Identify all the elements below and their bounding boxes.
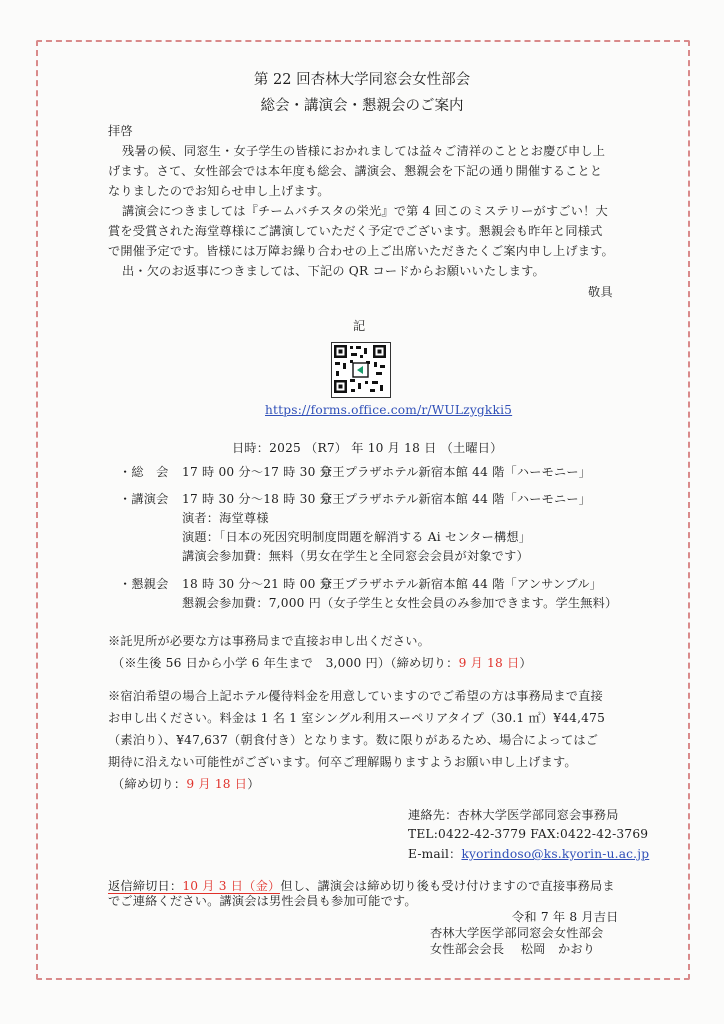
contact-label: 連絡先：杏林大学医学部同窓会事務局 bbox=[408, 808, 619, 822]
childcare-line-2: （※生後 56 日から小学 6 年生まで 3,000 円）（締め切り：9 月 18 日） bbox=[112, 656, 532, 670]
title-line-2: 総会・講演会・懇親会のご案内 bbox=[260, 98, 464, 114]
hotel-deadline: 9 月 18 日 bbox=[186, 777, 248, 791]
greeting: 拝啓 bbox=[108, 124, 133, 138]
hotel-line-3: （素泊り）、¥47,637（朝食付き）となります。数に限りがあるため、場合によってはご bbox=[108, 733, 599, 747]
reply-line-1: 返信締切日：10 月 3 日（金）但し、講演会は締め切り後も受け付けますので直接事務局ま bbox=[108, 879, 615, 893]
kouen-venue: 京王プラザホテル新宿本館 44 階「ハーモニー」 bbox=[320, 492, 592, 506]
footer-org: 杏林大学医学部同窓会女性部会 bbox=[430, 926, 604, 940]
body-line-3: なりましたのでお知らせ申し上げます。 bbox=[108, 184, 330, 198]
event-date: 日時：2025 （R7） 年 10 月 18 日 （土曜日） bbox=[232, 441, 503, 455]
qr-code-icon[interactable] bbox=[331, 342, 391, 398]
soukai-time: 17 時 00 分～17 時 30 分 bbox=[182, 465, 333, 479]
konshin-venue: 京王プラザホテル新宿本館 44 階「アンサンブル」 bbox=[320, 577, 602, 591]
kouen-label: ・講演会 bbox=[119, 492, 169, 506]
kouen-topic: 演題：「日本の死因究明制度問題を解消する Ai センター構想」 bbox=[182, 530, 532, 544]
body-line-2: げます。さて、女性部会では本年度も総会、講演会、懇親会を下記の通り開催することと bbox=[108, 164, 603, 178]
kouen-speaker: 演者：海堂尊様 bbox=[182, 511, 269, 525]
closing: 敬具 bbox=[588, 285, 613, 299]
kouen-fee: 講演会参加費：無料（男女在学生と全同窓会会員が対象です） bbox=[182, 549, 529, 563]
body-line-1: 残暑の候、同窓生・女子学生の皆様におかれましては益々ご清祥のこととお慶び申し上 bbox=[122, 144, 606, 158]
footer-date: 令和 7 年 8 月吉日 bbox=[512, 910, 619, 924]
hotel-line-4: 期待に沿えない可能性がございます。何卒ご理解賜りますようお願い申し上げます。 bbox=[108, 755, 577, 769]
reply-line-2: でご連絡ください。講演会は男性会員も参加可能です。 bbox=[108, 894, 417, 908]
footer-president: 女性部会会長 松岡 かおり bbox=[430, 942, 596, 956]
ki-heading: 記 bbox=[353, 319, 366, 333]
konshin-fee: 懇親会参加費：7,000 円（女子学生と女性会員のみ参加できます。学生無料） bbox=[182, 596, 618, 610]
konshin-label: ・懇親会 bbox=[119, 577, 169, 591]
hotel-line-1: ※宿泊希望の場合上記ホテル優待料金を用意していますのでご希望の方は事務局まで直接 bbox=[108, 689, 603, 703]
kouen-time: 17 時 30 分～18 時 30 分 bbox=[182, 492, 333, 506]
hotel-line-2: お申し出ください。料金は 1 名 1 室シングル利用スーペリアタイプ（30.1 ㎡）¥44,475 bbox=[108, 711, 606, 725]
reply-deadline: 10 月 3 日（金） bbox=[182, 879, 281, 893]
body-line-5: 賞を受賞された海堂尊様にご講演していただく予定でございます。懇親会も昨年と同様式 bbox=[108, 224, 603, 238]
title-line-1: 第 22 回杏林大学同窓会女性部会 bbox=[253, 72, 471, 88]
childcare-deadline: 9 月 18 日 bbox=[458, 656, 520, 670]
body-line-7: 出・欠のお返事につきましては、下記の QR コードからお願いいたします。 bbox=[122, 264, 545, 278]
contact-email-row: E-mail：kyorindoso@ks.kyorin-u.ac.jp bbox=[408, 847, 650, 861]
hotel-line-5: （締め切り：9 月 18 日） bbox=[112, 777, 260, 791]
contact-tel: TEL:0422-42-3779 FAX:0422-42-3769 bbox=[408, 827, 649, 841]
contact-email-link[interactable]: kyorindoso@ks.kyorin-u.ac.jp bbox=[461, 847, 650, 861]
childcare-line-1: ※託児所が必要な方は事務局まで直接お申し出ください。 bbox=[108, 634, 431, 648]
body-line-6: で開催予定です。皆様には万障お繰り合わせの上ご出席いただきたくご案内申し上げます。 bbox=[108, 244, 614, 258]
soukai-venue: 京王プラザホテル新宿本館 44 階「ハーモニー」 bbox=[320, 465, 592, 479]
soukai-label: ・総 会 bbox=[119, 465, 169, 479]
body-line-4: 講演会につきましては『チームバチスタの栄光』で第 4 回このミステリーがすごい！大 bbox=[122, 204, 608, 218]
konshin-time: 18 時 30 分～21 時 00 分 bbox=[182, 577, 333, 591]
form-url-link[interactable]: https://forms.office.com/r/WULzygkki5 bbox=[265, 403, 513, 417]
